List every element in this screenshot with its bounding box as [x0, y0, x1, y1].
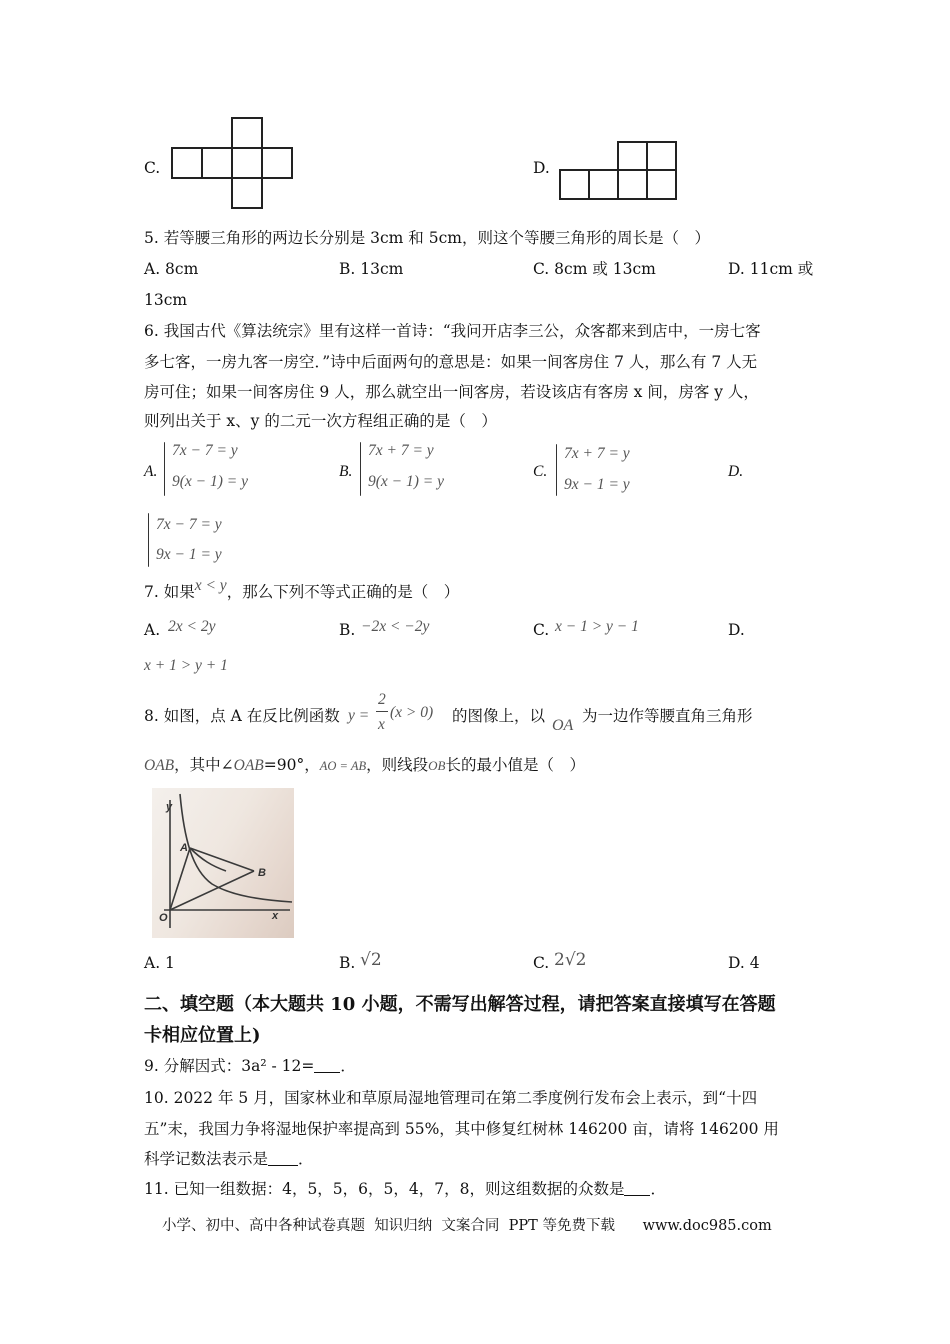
- q8-option-c-label: C.: [533, 954, 550, 972]
- q8-figure-label-a: A: [180, 842, 188, 854]
- q7-stem-pre: 7. 如果: [144, 583, 195, 601]
- q8-line2-c: ，则线段: [366, 756, 429, 774]
- q7-option-c: x − 1 > y − 1: [555, 618, 639, 635]
- q8-figure-label-o: O: [159, 912, 168, 924]
- q10-line2: 五”末，我国力争将湿地保护率提高到 55%，其中修复红树林 146200 亩，请将 146200 用: [144, 1120, 779, 1138]
- q8-figure-label-y: y: [166, 801, 173, 813]
- q10-line3-pre: 科学记数法表示是: [144, 1150, 269, 1168]
- q10-line1: 10. 2022 年 5 月，国家林业和草原局湿地管理司在第二季度例行发布会上表示，到“十四: [144, 1089, 758, 1107]
- q8-stem-pre: 8. 如图，点 A 在反比例函数: [144, 707, 340, 725]
- q8-line2-b: =90°，: [263, 756, 320, 774]
- q6-line2: 多七客，一房九客一房空．”诗中后面两句的意思是：如果一间客房住 7 人，那么有 7 人无: [144, 353, 758, 371]
- q4-option-c-label: C.: [144, 159, 161, 177]
- q7-option-b-label: B.: [339, 621, 356, 639]
- q8-line2: [144, 755, 585, 776]
- q8-line2-d: 长的最小值是（ ）: [445, 756, 586, 774]
- q8-option-d: D. 4: [728, 954, 760, 972]
- q9-pre: 9. 分解因式：3a² - 12=: [144, 1057, 315, 1075]
- q6-option-d-brace: [148, 513, 149, 567]
- q6-option-a-brace: [164, 442, 165, 496]
- q6-option-c-eq1: 7x + 7 = y: [564, 445, 630, 462]
- q10-blank: [268, 1151, 298, 1166]
- q6-line4: 则列出关于 x、y 的二元一次方程组正确的是（ ）: [144, 412, 497, 430]
- q8-option-c: 2√2: [554, 950, 587, 970]
- q8-option-b-label: B.: [339, 954, 356, 972]
- q5-stem: 5. 若等腰三角形的两边长分别是 3cm 和 5cm，则这个等腰三角形的周长是（ ）: [144, 229, 710, 247]
- q9-blank: [314, 1058, 340, 1073]
- q5-option-c: C. 8cm 或 13cm: [533, 260, 656, 278]
- q8-line2-eq: AO = AB: [319, 759, 367, 773]
- section2-heading-line1: 二、填空题（本大题共 10 小题，不需写出解答过程，请把答案直接填写在答题: [144, 994, 776, 1015]
- q6-option-d-eq2: 9x − 1 = y: [156, 546, 222, 563]
- q6-option-c-label: C.: [533, 463, 548, 480]
- q6-line3: 房可住；如果一间客房住 9 人，那么就空出一间客房，若设该店有客房 x 间，房客 y 人，: [144, 383, 759, 401]
- q8-option-b: √2: [360, 950, 382, 970]
- q11-blank: [624, 1181, 650, 1196]
- q8-func-cond: (x > 0): [390, 704, 434, 721]
- q6-option-b-label: B.: [339, 463, 353, 480]
- q5-option-d: D. 11cm 或: [728, 260, 814, 278]
- q10-line3-post: ．: [298, 1150, 314, 1168]
- q4-option-d-figure: [557, 140, 679, 202]
- q6-option-b-brace: [360, 442, 361, 496]
- q11: [144, 1179, 666, 1199]
- q8-line2-angle: OAB: [233, 757, 264, 774]
- q11-post: ．: [650, 1180, 666, 1198]
- q8-figure-label-b: B: [258, 867, 266, 879]
- q4-option-d-label: D.: [533, 159, 550, 177]
- q8-figure-svg: [152, 788, 294, 938]
- q9: [144, 1056, 356, 1076]
- q7-option-a: 2x < 2y: [168, 618, 216, 635]
- q6-option-b-eq2: 9(x − 1) = y: [368, 473, 445, 490]
- q8-option-a: A. 1: [144, 954, 175, 972]
- q8-line2-ob: OB: [428, 758, 446, 773]
- q8-oa: OA: [552, 717, 574, 734]
- q8-func-y: y =: [348, 707, 370, 724]
- q8-line2-oab: OAB: [144, 757, 175, 774]
- page-footer: 小学、初中、高中各种试卷真题 知识归纳 文案合同 PPT 等免费下载 www.doc985.com: [162, 1218, 772, 1234]
- q6-option-a-eq1: 7x − 7 = y: [172, 442, 238, 459]
- q5-option-d-cont: 13cm: [144, 291, 188, 309]
- q6-option-d-eq1: 7x − 7 = y: [156, 516, 222, 533]
- q8-stem-post: 为一边作等腰直角三角形: [582, 707, 753, 725]
- q8-figure-label-x: x: [272, 910, 279, 922]
- q8-func-num: 2: [378, 691, 386, 708]
- q9-post: ．: [340, 1057, 356, 1075]
- q10-line3: [144, 1149, 314, 1169]
- q11-pre: 11. 已知一组数据：4，5，5，6，5，4，7，8，则这组数据的众数是: [144, 1180, 625, 1198]
- q7-option-c-label: C.: [533, 621, 550, 639]
- q8-line2-a: ，其中∠: [174, 756, 234, 774]
- q5-option-b: B. 13cm: [339, 260, 404, 278]
- q6-option-b-eq1: 7x + 7 = y: [368, 442, 434, 459]
- q7-option-d: x + 1 > y + 1: [144, 657, 228, 674]
- q7-option-d-label: D.: [728, 621, 745, 639]
- section2-heading-line2: 卡相应位置上): [144, 1025, 261, 1046]
- q5-option-a: A. 8cm: [144, 260, 199, 278]
- q8-func-frac-bar: [376, 711, 388, 712]
- q8-func-den: x: [378, 716, 385, 733]
- q7-option-a-label: A.: [144, 621, 161, 639]
- q6-option-a-eq2: 9(x − 1) = y: [172, 473, 249, 490]
- q7-stem-post: ，那么下列不等式正确的是（ ）: [226, 583, 460, 601]
- q4-option-c-figure: [168, 116, 296, 210]
- q6-option-a-label: A.: [144, 463, 158, 480]
- q8-figure: [152, 788, 294, 938]
- q8-stem-mid: 的图像上，以: [452, 707, 546, 725]
- q7-stem-math: x < y: [194, 577, 227, 594]
- q6-option-c-brace: [556, 444, 557, 496]
- q7-stem: [144, 577, 460, 603]
- q7-option-b: −2x < −2y: [361, 618, 430, 635]
- q6-option-c-eq2: 9x − 1 = y: [564, 476, 630, 493]
- q6-option-d-label: D.: [728, 463, 744, 480]
- q6-line1: 6. 我国古代《算法统宗》里有这样一首诗：“我问开店李三公，众客都来到店中，一房七客: [144, 322, 761, 340]
